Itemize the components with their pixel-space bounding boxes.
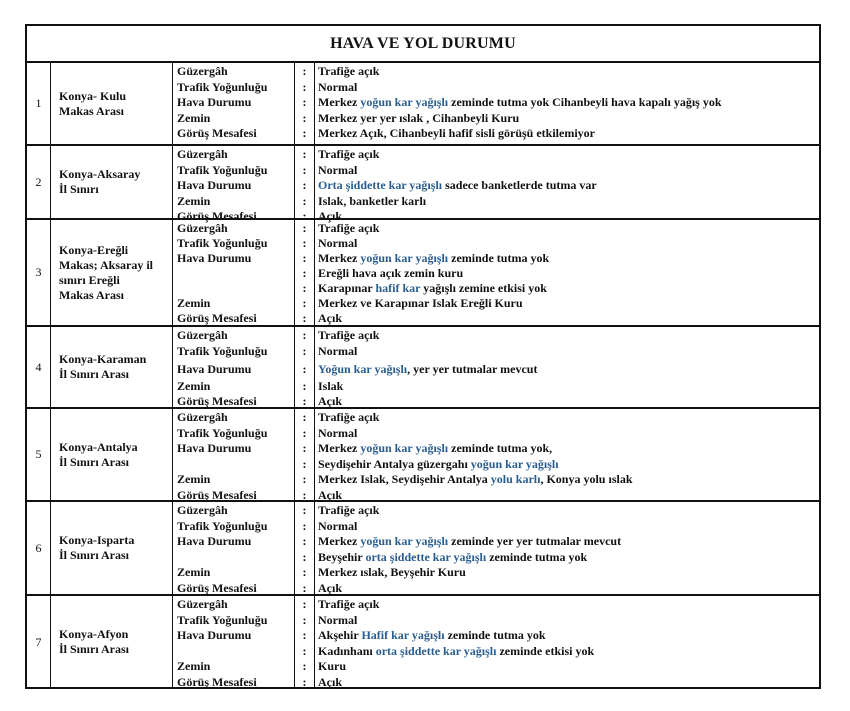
value-column	[315, 596, 819, 688]
colon: :	[302, 221, 307, 235]
value-text: Ereğli hava açık zemin kuru	[318, 266, 464, 280]
field-label: Hava Durumu	[177, 534, 252, 548]
value-text: Trafiğe açık	[318, 410, 380, 424]
colon: :	[302, 251, 307, 265]
colon: :	[302, 343, 307, 358]
value-text: Merkez ve Karapınar Islak Ereğli Kuru	[318, 296, 523, 310]
value-text: , yer yer tutmalar mevcut	[407, 362, 538, 376]
field-label: Hava Durumu	[177, 251, 252, 265]
colon: :	[302, 193, 307, 208]
value-text: Akşehir	[318, 628, 362, 642]
value-text: Merkez Islak, Seydişehir Antalya	[318, 472, 491, 486]
route-name-lines	[59, 533, 134, 563]
field-value	[318, 362, 537, 377]
value-text: Açık	[318, 311, 342, 325]
field-label-column	[173, 502, 295, 594]
colon: :	[302, 597, 307, 611]
value-text: Kadınhanı	[318, 643, 376, 658]
route-name	[50, 596, 173, 688]
field-value	[318, 613, 357, 628]
field-label: Hava Durumu	[177, 441, 252, 455]
field-label-column	[173, 409, 295, 500]
field-value	[318, 281, 547, 296]
value-text: Açık	[318, 487, 342, 502]
value-text: Karapınar	[318, 281, 376, 295]
field-label: Hava Durumu	[177, 95, 252, 109]
value-text: Merkez	[318, 534, 361, 548]
colon: :	[302, 178, 307, 192]
highlighted-text: orta şiddette kar yağışlı	[375, 643, 497, 658]
field-value	[318, 472, 633, 487]
colon-column	[295, 146, 315, 223]
section-block	[27, 594, 819, 688]
colon: :	[302, 612, 307, 627]
highlighted-text: yoğun kar yağışlı	[470, 456, 559, 471]
field-label-column	[173, 63, 295, 144]
route-name-line: Makas; Aksaray il	[59, 257, 154, 272]
highlighted-text: Yoğun kar yağışlı	[318, 362, 408, 376]
field-value	[318, 344, 357, 359]
colon: :	[302, 549, 307, 564]
field-value	[318, 534, 621, 549]
field-value	[318, 503, 379, 518]
colon: :	[302, 209, 307, 223]
route-name-lines	[59, 167, 140, 197]
field-value	[318, 111, 519, 126]
value-text: zeminde tutma yok,	[448, 441, 553, 455]
value-text: Merkez ıslak, Beyşehir Kuru	[318, 565, 466, 579]
field-value	[318, 178, 597, 193]
value-text: Merkez yer yer ıslak , Cihanbeyli Kuru	[318, 110, 520, 125]
field-value	[318, 126, 595, 141]
route-name-line: Konya-Ereğli	[59, 242, 129, 257]
section-number: 7	[27, 596, 51, 688]
field-label: Güzergâh	[177, 64, 228, 78]
colon: :	[302, 147, 307, 161]
highlighted-text: Hafif kar yağışlı	[361, 628, 445, 642]
route-name-line: İl Sınırı Arası	[59, 642, 130, 656]
section-block	[27, 61, 819, 144]
value-text: Trafiğe açık	[318, 503, 380, 517]
value-text: Islak, banketler karlı	[318, 193, 427, 208]
field-value	[318, 328, 379, 343]
highlighted-text: hafif kar	[375, 281, 421, 295]
field-value	[318, 194, 426, 209]
colon: :	[302, 64, 307, 78]
route-name-lines	[59, 440, 138, 470]
colon: :	[302, 126, 307, 140]
colon: :	[302, 643, 307, 658]
field-value	[318, 565, 466, 580]
colon: :	[302, 236, 307, 250]
value-text: Kuru	[318, 659, 347, 673]
field-label: Hava Durumu	[177, 362, 252, 376]
highlighted-text: yoğun kar yağışlı	[360, 534, 449, 548]
value-text: Trafiğe açık	[318, 64, 380, 78]
field-label: Görüş Mesafesi	[177, 126, 257, 140]
value-column	[315, 146, 819, 223]
field-label: Zemin	[177, 659, 211, 673]
field-value	[318, 550, 587, 565]
colon: :	[302, 503, 307, 517]
colon: :	[302, 487, 307, 502]
field-label: Zemin	[177, 193, 211, 208]
colon: :	[302, 518, 307, 533]
field-label: Görüş Mesafesi	[177, 487, 257, 502]
colon: :	[302, 394, 307, 408]
colon: :	[302, 410, 307, 424]
highlighted-text: Orta şiddette kar yağışlı	[318, 178, 443, 192]
route-name-line: İl Sınırı Arası	[59, 454, 130, 469]
value-text: Beyşehir	[318, 549, 366, 564]
value-column	[315, 220, 819, 325]
route-name-line: sınırı Ereğli	[59, 272, 120, 287]
field-label: Zemin	[177, 472, 211, 486]
field-label: Güzergâh	[177, 503, 228, 517]
value-text: , Konya yolu ıslak	[540, 472, 633, 486]
colon: :	[302, 378, 307, 393]
field-label: Trafik Yoğunluğu	[177, 236, 268, 250]
route-name	[50, 327, 173, 407]
field-label: Hava Durumu	[177, 178, 252, 192]
section-number: 5	[27, 409, 51, 500]
table-title: HAVA VE YOL DURUMU	[27, 26, 819, 63]
section-block	[27, 144, 819, 223]
field-value	[318, 426, 357, 441]
colon: :	[302, 659, 307, 673]
value-text: zeminde tutma yok	[448, 251, 550, 265]
field-value	[318, 379, 343, 394]
colon: :	[302, 311, 307, 325]
value-column	[315, 502, 819, 594]
colon: :	[302, 95, 307, 109]
colon: :	[302, 162, 307, 177]
colon-column	[295, 220, 315, 325]
field-value	[318, 441, 552, 456]
field-label: Görüş Mesafesi	[177, 674, 257, 689]
section-number: 3	[27, 220, 51, 325]
section-number: 2	[27, 146, 51, 218]
value-text: Trafiğe açık	[318, 147, 380, 161]
field-label: Trafik Yoğunluğu	[177, 425, 268, 440]
colon: :	[302, 534, 307, 548]
value-text: Trafiğe açık	[318, 328, 380, 342]
value-column	[315, 409, 819, 500]
highlighted-text: yolu karlı	[490, 472, 541, 486]
value-text: Merkez	[318, 441, 361, 455]
field-label: Zemin	[177, 110, 211, 125]
field-value	[318, 597, 379, 612]
field-value	[318, 410, 379, 425]
route-name-line: Konya-Isparta	[59, 533, 135, 547]
section-block	[27, 407, 819, 500]
route-name	[50, 146, 173, 218]
field-label: Trafik Yoğunluğu	[177, 79, 268, 94]
colon-column	[295, 409, 315, 500]
section-number: 6	[27, 502, 51, 594]
field-value	[318, 266, 463, 281]
section-block	[27, 500, 819, 594]
field-value	[318, 519, 357, 534]
value-text: zeminde tutma yok	[486, 549, 588, 564]
road-weather-table	[25, 24, 821, 689]
field-label: Trafik Yoğunluğu	[177, 343, 268, 358]
value-text: zeminde tutma yok Cihanbeyli hava kapalı yağış yok	[448, 95, 722, 109]
value-text: Normal	[318, 162, 358, 177]
value-text: yağışlı zemine etkisi yok	[420, 281, 547, 295]
route-name-lines	[59, 89, 126, 119]
colon: :	[302, 281, 307, 295]
colon-column	[295, 502, 315, 594]
value-column	[315, 63, 819, 144]
route-name-lines	[59, 352, 146, 382]
route-name-line: Konya-Antalya	[59, 439, 138, 454]
route-name-line: İl Sınırı Arası	[59, 367, 130, 381]
field-label: Zemin	[177, 565, 211, 579]
route-name-line: Makas Arası	[59, 103, 125, 118]
colon-column	[295, 63, 315, 144]
route-name-line: Makas Arası	[59, 287, 125, 302]
route-name-line: İl Sınırı Arası	[59, 548, 130, 562]
route-name-line: Konya-Aksaray	[59, 167, 141, 181]
field-label: Hava Durumu	[177, 628, 252, 642]
field-label: Güzergâh	[177, 328, 228, 342]
colon: :	[302, 296, 307, 310]
value-text: zeminde yer yer tutmalar mevcut	[448, 534, 622, 548]
field-label: Görüş Mesafesi	[177, 209, 257, 223]
value-text: Normal	[318, 425, 358, 440]
field-value	[318, 311, 342, 326]
route-name	[50, 220, 173, 325]
field-value	[318, 644, 594, 659]
colon: :	[302, 565, 307, 579]
field-value	[318, 221, 379, 236]
field-value	[318, 296, 523, 311]
highlighted-text: yoğun kar yağışlı	[360, 95, 449, 109]
value-text: sadece banketlerde tutma var	[442, 178, 597, 192]
field-label: Zemin	[177, 378, 211, 393]
route-name-line: Konya-Karaman	[59, 352, 147, 366]
colon: :	[302, 79, 307, 94]
highlighted-text: yoğun kar yağışlı	[360, 441, 449, 455]
route-name-line: Konya-Afyon	[59, 627, 129, 641]
field-label: Güzergâh	[177, 410, 228, 424]
value-text: Normal	[318, 343, 358, 358]
value-text: zeminde tutma yok	[444, 628, 546, 642]
value-text: Merkez Açık, Cihanbeyli hafif sisli görüşü etkilemiyor	[318, 126, 595, 140]
value-text: Normal	[318, 612, 358, 627]
value-text: Açık	[318, 394, 342, 408]
value-text: Normal	[318, 79, 358, 94]
colon: :	[302, 472, 307, 486]
colon: :	[302, 362, 307, 376]
colon: :	[302, 580, 307, 595]
field-value	[318, 95, 722, 110]
value-text: zeminde etkisi yok	[496, 643, 595, 658]
route-name-lines	[59, 627, 129, 657]
field-label-column	[173, 327, 295, 407]
field-value	[318, 147, 379, 162]
value-text: Islak	[318, 378, 344, 393]
section-number: 4	[27, 327, 51, 407]
value-text: Normal	[318, 236, 358, 250]
field-label-column	[173, 596, 295, 688]
value-text: Açık	[318, 209, 342, 223]
colon: :	[302, 425, 307, 440]
field-label: Trafik Yoğunluğu	[177, 162, 268, 177]
field-value	[318, 675, 342, 690]
section-block	[27, 325, 819, 407]
field-label: Trafik Yoğunluğu	[177, 612, 268, 627]
field-value	[318, 64, 379, 79]
route-name	[50, 409, 173, 500]
colon-column	[295, 327, 315, 407]
field-label: Görüş Mesafesi	[177, 311, 257, 325]
colon: :	[302, 328, 307, 342]
field-label: Görüş Mesafesi	[177, 394, 257, 408]
value-text: Seydişehir Antalya güzergahı	[318, 456, 471, 471]
colon: :	[302, 674, 307, 689]
route-name-line: Konya- Kulu	[59, 88, 127, 103]
value-text: Açık	[318, 674, 342, 689]
highlighted-text: orta şiddette kar yağışlı	[365, 549, 487, 564]
field-value	[318, 251, 549, 266]
colon: :	[302, 441, 307, 455]
route-name	[50, 63, 173, 144]
field-value	[318, 236, 357, 251]
colon: :	[302, 110, 307, 125]
field-value	[318, 659, 346, 674]
value-column	[315, 327, 819, 407]
field-label: Güzergâh	[177, 147, 228, 161]
value-text: Normal	[318, 518, 358, 533]
route-name-lines	[59, 243, 153, 303]
value-text: Merkez	[318, 251, 361, 265]
field-label: Zemin	[177, 296, 211, 310]
colon: :	[302, 628, 307, 642]
route-name-line: İl Sınırı	[59, 182, 99, 196]
section-block	[27, 218, 819, 325]
value-text: Trafiğe açık	[318, 597, 380, 611]
field-value	[318, 628, 546, 643]
colon: :	[302, 266, 307, 280]
value-text: Açık	[318, 580, 342, 595]
highlighted-text: yoğun kar yağışlı	[360, 251, 449, 265]
field-value	[318, 80, 357, 95]
field-label: Trafik Yoğunluğu	[177, 518, 268, 533]
value-text: Merkez	[318, 95, 361, 109]
colon: :	[302, 456, 307, 471]
field-label: Güzergâh	[177, 221, 228, 235]
field-value	[318, 163, 357, 178]
field-label: Güzergâh	[177, 597, 228, 611]
section-number: 1	[27, 63, 51, 144]
colon-column	[295, 596, 315, 688]
route-name	[50, 502, 173, 594]
field-label: Görüş Mesafesi	[177, 580, 257, 595]
field-label-column	[173, 146, 295, 223]
field-value	[318, 457, 559, 472]
field-label-column	[173, 220, 295, 325]
value-text: Trafiğe açık	[318, 221, 380, 235]
